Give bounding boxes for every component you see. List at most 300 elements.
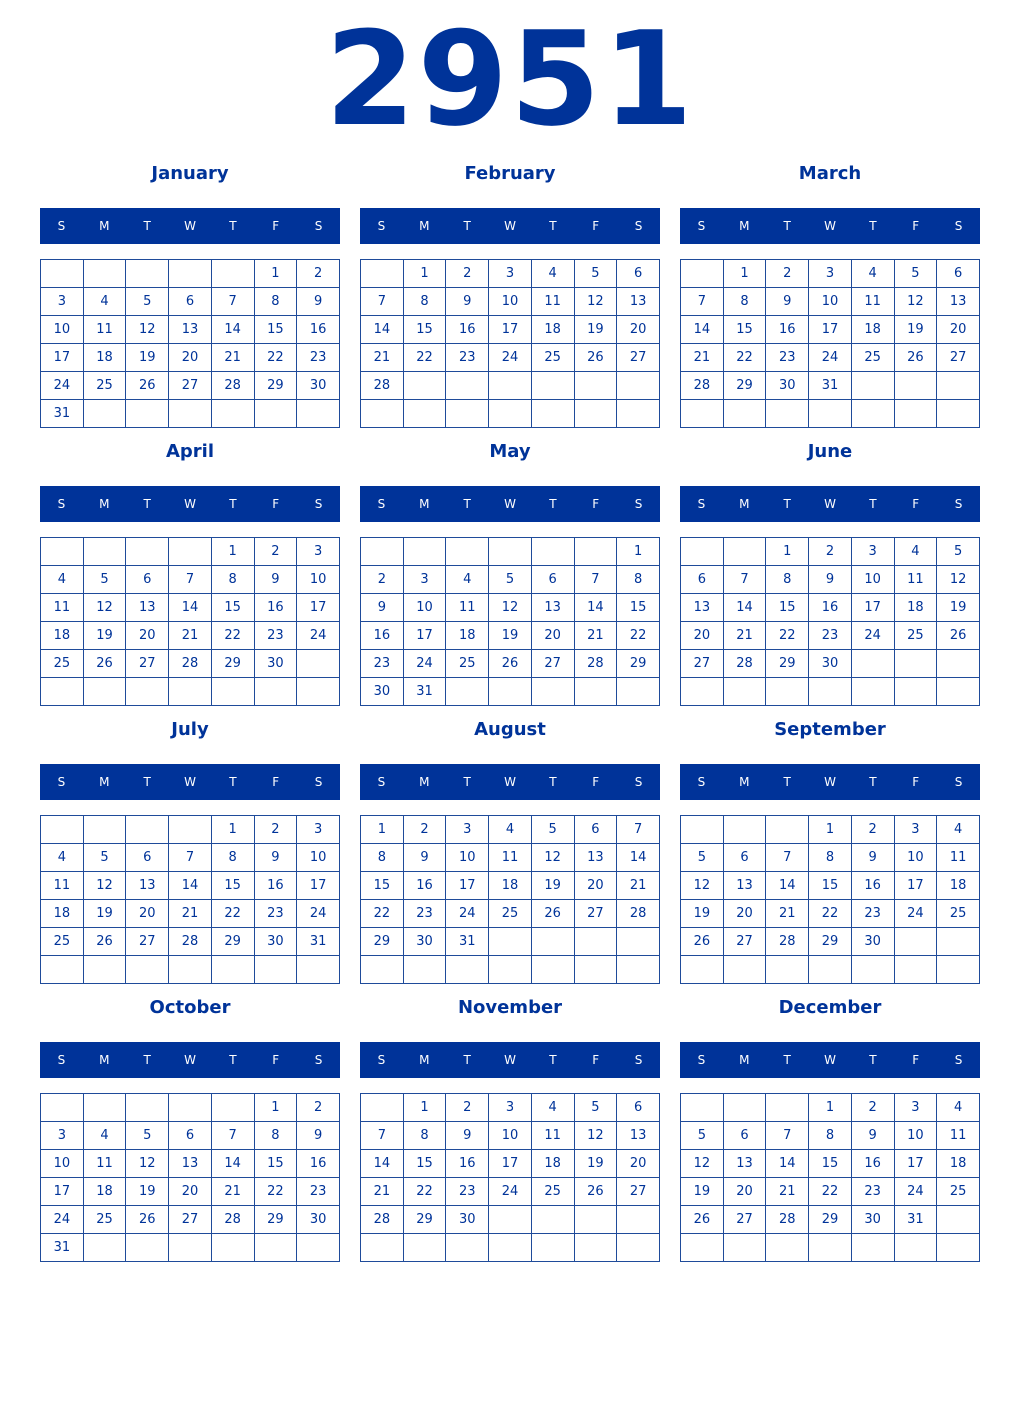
empty-cell [617, 1234, 660, 1262]
week-row [681, 1206, 980, 1234]
empty-cell [41, 816, 84, 844]
weekday-label: M [739, 219, 750, 233]
day-cell: 13 [169, 1150, 212, 1178]
day-cell: 30 [851, 1206, 894, 1234]
week-row [681, 1122, 980, 1150]
day-cell: 4 [83, 1122, 126, 1150]
day-cell: 8 [403, 288, 446, 316]
day-cell: 8 [723, 288, 766, 316]
day-cell: 22 [766, 622, 809, 650]
day-cell: 20 [617, 1150, 660, 1178]
weekday-label: T [869, 219, 877, 233]
day-cell: 6 [937, 260, 980, 288]
month-name: June [807, 441, 853, 462]
empty-cell [83, 816, 126, 844]
day-cell: 3 [489, 1094, 532, 1122]
empty-cell [211, 678, 254, 706]
day-cell: 27 [126, 928, 169, 956]
month-name: February [464, 163, 556, 184]
day-cell: 5 [126, 288, 169, 316]
day-cell: 7 [574, 566, 617, 594]
month-name: August [474, 719, 546, 740]
day-cell: 7 [169, 844, 212, 872]
day-cell: 10 [41, 1150, 84, 1178]
week-row [681, 956, 980, 984]
day-cell: 17 [41, 1178, 84, 1206]
day-cell: 14 [766, 1150, 809, 1178]
day-cell: 1 [361, 816, 404, 844]
week-row [361, 400, 660, 428]
day-cell: 25 [41, 928, 84, 956]
weekday-header [40, 208, 340, 244]
week-row [361, 650, 660, 678]
weekday-label: M [99, 1053, 110, 1067]
day-cell: 14 [169, 872, 212, 900]
day-cell: 26 [681, 1206, 724, 1234]
day-cell: 20 [531, 622, 574, 650]
day-cell: 8 [809, 1122, 852, 1150]
day-cell: 11 [41, 872, 84, 900]
week-row [681, 344, 980, 372]
day-cell: 11 [83, 316, 126, 344]
day-cell: 14 [361, 1150, 404, 1178]
day-cell: 22 [254, 1178, 297, 1206]
weekday-label: W [504, 497, 516, 511]
day-cell: 15 [211, 872, 254, 900]
weekday-label: S [697, 497, 706, 511]
day-cell: 17 [297, 594, 340, 622]
week-row [681, 260, 980, 288]
day-cell: 6 [126, 566, 169, 594]
day-cell: 24 [41, 1206, 84, 1234]
day-cell: 1 [254, 260, 297, 288]
day-cell: 21 [766, 1178, 809, 1206]
weekday-label: S [954, 497, 963, 511]
empty-cell [446, 678, 489, 706]
day-cell: 13 [617, 1122, 660, 1150]
empty-cell [126, 1094, 169, 1122]
weekday-label: S [634, 219, 643, 233]
empty-cell [681, 956, 724, 984]
day-cell: 9 [851, 844, 894, 872]
day-cell: 20 [937, 316, 980, 344]
weekday-label: S [57, 497, 66, 511]
empty-cell [489, 538, 532, 566]
empty-cell [403, 372, 446, 400]
day-cell: 30 [297, 372, 340, 400]
day-cell: 17 [851, 594, 894, 622]
empty-cell [681, 260, 724, 288]
weekday-label: T [229, 219, 237, 233]
day-cell: 3 [809, 260, 852, 288]
empty-cell [361, 260, 404, 288]
day-cell: 24 [446, 900, 489, 928]
week-row [41, 316, 340, 344]
empty-cell [531, 400, 574, 428]
weekday-label: M [739, 775, 750, 789]
day-cell: 15 [211, 594, 254, 622]
day-cell: 29 [211, 650, 254, 678]
week-row [361, 1150, 660, 1178]
weekday-label: T [143, 219, 151, 233]
day-cell: 24 [809, 344, 852, 372]
day-cell: 2 [361, 566, 404, 594]
day-cell: 25 [531, 344, 574, 372]
day-cell: 8 [403, 1122, 446, 1150]
empty-cell [361, 1234, 404, 1262]
empty-cell [894, 372, 937, 400]
week-row [681, 594, 980, 622]
day-cell: 13 [126, 594, 169, 622]
weekday-label: M [739, 1053, 750, 1067]
day-cell: 22 [361, 900, 404, 928]
week-row [41, 900, 340, 928]
weekday-label: S [634, 497, 643, 511]
weekday-label: W [184, 219, 196, 233]
day-cell: 26 [83, 650, 126, 678]
empty-cell [937, 1234, 980, 1262]
week-row [41, 816, 340, 844]
empty-cell [723, 538, 766, 566]
day-cell: 9 [446, 288, 489, 316]
empty-cell [766, 1094, 809, 1122]
day-cell: 15 [254, 1150, 297, 1178]
week-row [41, 928, 340, 956]
weekday-label: T [549, 219, 557, 233]
day-cell: 1 [254, 1094, 297, 1122]
week-row [681, 900, 980, 928]
empty-cell [403, 956, 446, 984]
weekday-label: S [314, 219, 323, 233]
empty-cell [574, 928, 617, 956]
day-cell: 11 [446, 594, 489, 622]
day-cell: 21 [574, 622, 617, 650]
day-cell: 1 [617, 538, 660, 566]
weekday-label: S [377, 1053, 386, 1067]
weekday-label: S [634, 1053, 643, 1067]
day-grid [360, 537, 660, 706]
day-cell: 25 [937, 1178, 980, 1206]
day-cell: 3 [403, 566, 446, 594]
empty-cell [211, 1094, 254, 1122]
empty-cell [41, 538, 84, 566]
weekday-label: S [634, 775, 643, 789]
day-cell: 3 [894, 816, 937, 844]
day-cell: 26 [681, 928, 724, 956]
weekday-label: W [184, 1053, 196, 1067]
day-cell: 21 [211, 1178, 254, 1206]
day-cell: 4 [83, 288, 126, 316]
day-cell: 2 [446, 1094, 489, 1122]
day-cell: 21 [766, 900, 809, 928]
week-row [681, 1094, 980, 1122]
empty-cell [489, 678, 532, 706]
weekday-label: S [57, 1053, 66, 1067]
day-grid [40, 537, 340, 706]
week-row [681, 372, 980, 400]
empty-cell [766, 816, 809, 844]
week-row [361, 844, 660, 872]
day-cell: 11 [83, 1150, 126, 1178]
day-cell: 16 [297, 1150, 340, 1178]
empty-cell [681, 1234, 724, 1262]
day-cell: 9 [297, 288, 340, 316]
empty-cell [937, 650, 980, 678]
empty-cell [126, 678, 169, 706]
day-cell: 8 [211, 844, 254, 872]
weekday-label: S [377, 219, 386, 233]
day-cell: 11 [489, 844, 532, 872]
day-cell: 19 [489, 622, 532, 650]
day-cell: 3 [41, 288, 84, 316]
empty-cell [41, 956, 84, 984]
day-cell: 7 [169, 566, 212, 594]
day-cell: 1 [403, 1094, 446, 1122]
day-cell: 29 [361, 928, 404, 956]
empty-cell [681, 538, 724, 566]
day-cell: 17 [403, 622, 446, 650]
week-row [41, 956, 340, 984]
day-cell: 8 [211, 566, 254, 594]
week-row [361, 622, 660, 650]
day-cell: 15 [766, 594, 809, 622]
day-cell: 13 [126, 872, 169, 900]
day-cell: 31 [446, 928, 489, 956]
day-cell: 23 [254, 900, 297, 928]
weekday-label: W [184, 497, 196, 511]
empty-cell [211, 956, 254, 984]
day-cell: 16 [361, 622, 404, 650]
weekday-label: S [954, 219, 963, 233]
day-cell: 4 [937, 1094, 980, 1122]
week-row [361, 288, 660, 316]
day-cell: 28 [617, 900, 660, 928]
day-cell: 21 [211, 344, 254, 372]
empty-cell [489, 1206, 532, 1234]
day-cell: 18 [894, 594, 937, 622]
empty-cell [894, 650, 937, 678]
day-cell: 16 [297, 316, 340, 344]
day-cell: 27 [723, 1206, 766, 1234]
weekday-header [40, 764, 340, 800]
empty-cell [211, 1234, 254, 1262]
day-cell: 31 [41, 1234, 84, 1262]
day-cell: 18 [83, 1178, 126, 1206]
day-cell: 23 [851, 1178, 894, 1206]
day-cell: 6 [617, 260, 660, 288]
empty-cell [297, 400, 340, 428]
day-cell: 10 [297, 844, 340, 872]
day-cell: 4 [894, 538, 937, 566]
day-cell: 15 [403, 1150, 446, 1178]
day-cell: 26 [489, 650, 532, 678]
empty-cell [937, 400, 980, 428]
weekday-label: S [697, 219, 706, 233]
weekday-label: T [549, 1053, 557, 1067]
week-row [41, 1178, 340, 1206]
day-cell: 27 [126, 650, 169, 678]
day-cell: 29 [403, 1206, 446, 1234]
day-cell: 19 [126, 344, 169, 372]
day-cell: 25 [41, 650, 84, 678]
day-cell: 7 [361, 1122, 404, 1150]
day-cell: 1 [766, 538, 809, 566]
day-cell: 10 [489, 1122, 532, 1150]
empty-cell [809, 678, 852, 706]
day-cell: 27 [937, 344, 980, 372]
weekday-header [360, 486, 660, 522]
month-name: December [778, 997, 882, 1018]
day-cell: 26 [937, 622, 980, 650]
empty-cell [809, 400, 852, 428]
day-cell: 1 [211, 538, 254, 566]
day-cell: 1 [723, 260, 766, 288]
empty-cell [851, 956, 894, 984]
empty-cell [361, 1094, 404, 1122]
day-grid [40, 259, 340, 428]
day-cell: 24 [894, 900, 937, 928]
weekday-header [360, 764, 660, 800]
day-cell: 30 [809, 650, 852, 678]
day-cell: 28 [169, 928, 212, 956]
day-cell: 23 [254, 622, 297, 650]
week-row [681, 1178, 980, 1206]
day-cell: 2 [254, 538, 297, 566]
day-cell: 23 [446, 1178, 489, 1206]
day-cell: 5 [489, 566, 532, 594]
day-cell: 14 [574, 594, 617, 622]
empty-cell [254, 956, 297, 984]
day-cell: 9 [446, 1122, 489, 1150]
day-cell: 12 [681, 1150, 724, 1178]
day-cell: 17 [489, 1150, 532, 1178]
empty-cell [169, 816, 212, 844]
day-cell: 21 [617, 872, 660, 900]
day-cell: 10 [446, 844, 489, 872]
day-cell: 12 [126, 1150, 169, 1178]
empty-cell [254, 1234, 297, 1262]
week-row [361, 344, 660, 372]
weekday-label: F [592, 1053, 600, 1067]
day-cell: 4 [41, 844, 84, 872]
day-cell: 13 [169, 316, 212, 344]
day-cell: 2 [766, 260, 809, 288]
day-cell: 29 [766, 650, 809, 678]
day-cell: 22 [211, 900, 254, 928]
day-cell: 29 [809, 928, 852, 956]
day-cell: 5 [126, 1122, 169, 1150]
day-cell: 3 [851, 538, 894, 566]
empty-cell [169, 1094, 212, 1122]
day-cell: 21 [723, 622, 766, 650]
weekday-label: T [549, 497, 557, 511]
day-cell: 13 [574, 844, 617, 872]
day-cell: 12 [531, 844, 574, 872]
day-cell: 17 [297, 872, 340, 900]
week-row [41, 1150, 340, 1178]
empty-cell [446, 372, 489, 400]
empty-cell [403, 1234, 446, 1262]
weekday-label: W [184, 775, 196, 789]
empty-cell [41, 678, 84, 706]
empty-cell [83, 678, 126, 706]
day-grid [680, 537, 980, 706]
day-grid [360, 1093, 660, 1262]
day-cell: 2 [297, 1094, 340, 1122]
weekday-header [360, 208, 660, 244]
day-cell: 8 [617, 566, 660, 594]
day-cell: 21 [169, 622, 212, 650]
weekday-label: F [912, 775, 920, 789]
weekday-label: T [783, 775, 791, 789]
empty-cell [766, 678, 809, 706]
empty-cell [723, 1234, 766, 1262]
week-row [41, 678, 340, 706]
day-cell: 12 [574, 288, 617, 316]
day-cell: 20 [574, 872, 617, 900]
day-cell: 4 [489, 816, 532, 844]
day-cell: 2 [809, 538, 852, 566]
empty-cell [489, 956, 532, 984]
day-cell: 24 [297, 622, 340, 650]
day-cell: 7 [681, 288, 724, 316]
day-cell: 10 [297, 566, 340, 594]
day-cell: 20 [681, 622, 724, 650]
week-row [361, 1122, 660, 1150]
empty-cell [41, 1094, 84, 1122]
day-cell: 26 [574, 1178, 617, 1206]
empty-cell [489, 1234, 532, 1262]
day-cell: 1 [403, 260, 446, 288]
empty-cell [169, 1234, 212, 1262]
day-cell: 20 [617, 316, 660, 344]
day-cell: 23 [297, 1178, 340, 1206]
week-row [681, 678, 980, 706]
day-cell: 16 [446, 316, 489, 344]
day-cell: 1 [211, 816, 254, 844]
day-cell: 11 [894, 566, 937, 594]
day-cell: 18 [83, 344, 126, 372]
day-cell: 26 [531, 900, 574, 928]
day-cell: 14 [211, 316, 254, 344]
day-cell: 19 [531, 872, 574, 900]
day-cell: 18 [531, 1150, 574, 1178]
day-cell: 12 [894, 288, 937, 316]
day-cell: 21 [361, 344, 404, 372]
day-cell: 20 [126, 900, 169, 928]
day-cell: 14 [766, 872, 809, 900]
weekday-label: F [912, 497, 920, 511]
empty-cell [937, 928, 980, 956]
day-cell: 24 [41, 372, 84, 400]
day-cell: 12 [489, 594, 532, 622]
weekday-label: T [229, 775, 237, 789]
weekday-label: M [739, 497, 750, 511]
day-cell: 7 [211, 1122, 254, 1150]
empty-cell [489, 928, 532, 956]
empty-cell [681, 400, 724, 428]
week-row [361, 1234, 660, 1262]
week-row [361, 594, 660, 622]
weekday-header [680, 1042, 980, 1078]
empty-cell [851, 1234, 894, 1262]
day-cell: 12 [937, 566, 980, 594]
day-cell: 30 [254, 928, 297, 956]
day-cell: 19 [681, 900, 724, 928]
day-cell: 26 [574, 344, 617, 372]
day-cell: 11 [937, 844, 980, 872]
day-cell: 12 [83, 872, 126, 900]
